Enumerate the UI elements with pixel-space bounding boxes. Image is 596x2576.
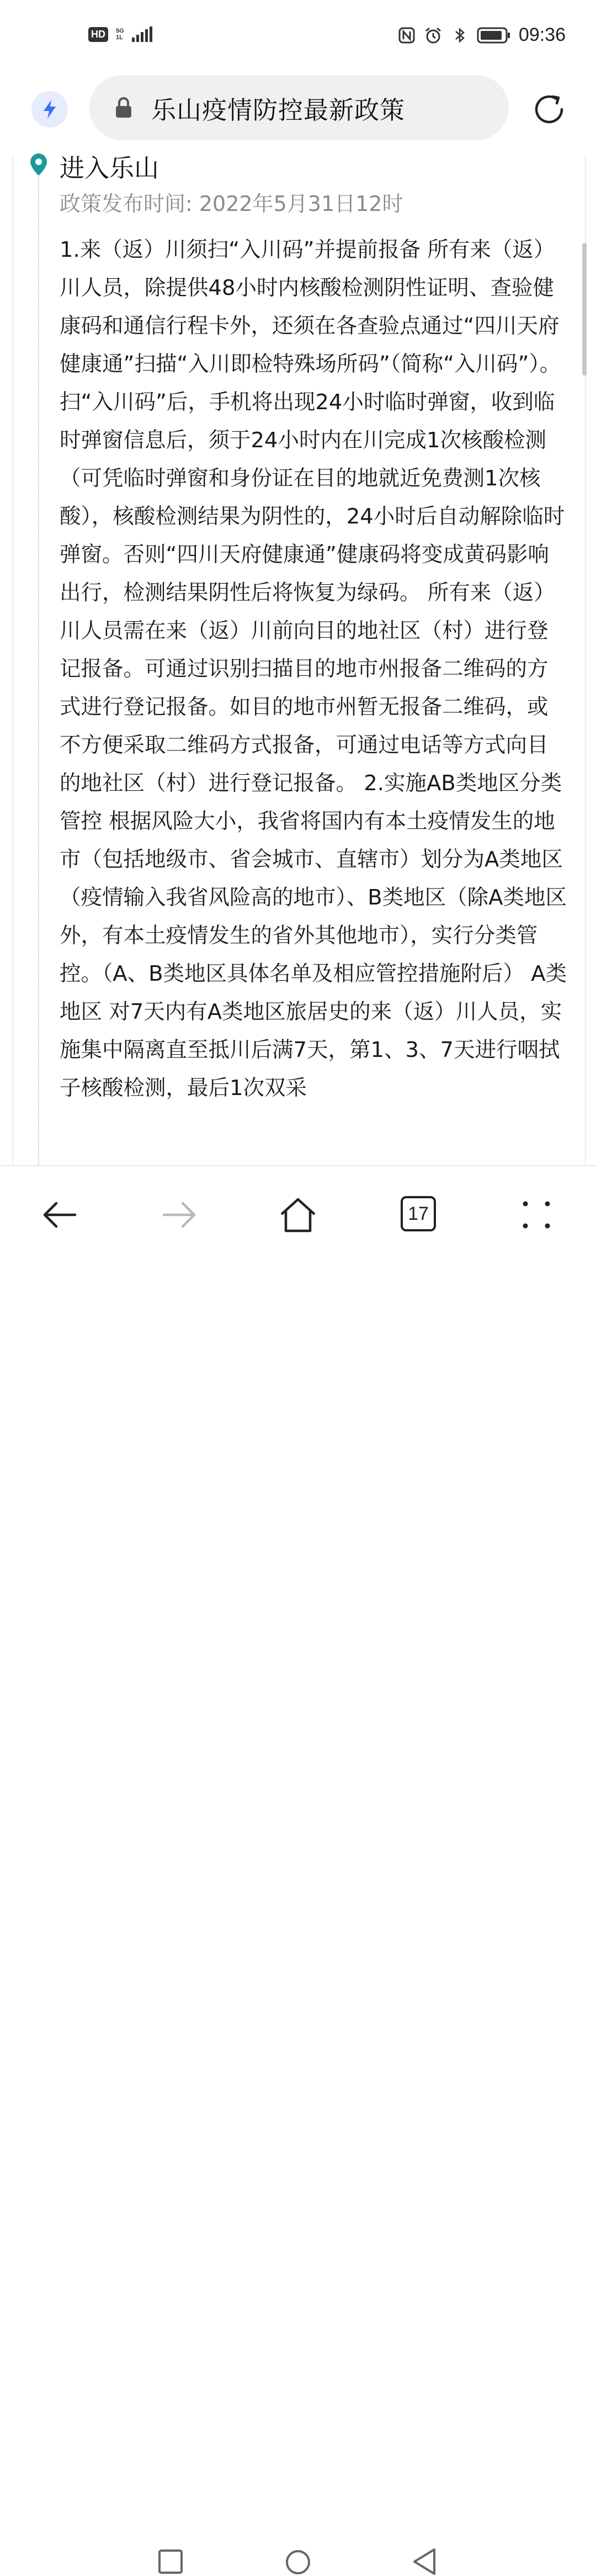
battery-icon [477, 27, 511, 44]
section-title: 进入乐山 [60, 154, 159, 183]
menu-button[interactable] [514, 1193, 558, 1237]
status-bar [0, 0, 596, 72]
lock-icon [114, 97, 134, 119]
scrollbar-thumb[interactable] [582, 243, 587, 375]
network-type-top: 5G [116, 28, 124, 34]
system-navigation-bar [0, 1259, 596, 1325]
back-arrow-icon [42, 1201, 77, 1229]
url-field[interactable] [89, 75, 509, 140]
alarm-icon [424, 26, 443, 45]
network-type-bottom: 1L [116, 34, 123, 41]
flash-button[interactable] [31, 91, 68, 128]
clock: 09:36 [518, 24, 566, 45]
forward-arrow-icon [162, 1201, 197, 1229]
section-publish-time: 政策发布时间: 2022年5月31日12时 [60, 192, 403, 216]
lightning-icon [41, 99, 58, 120]
back-button[interactable] [38, 1193, 82, 1237]
home-icon [279, 1197, 317, 1233]
reload-icon[interactable] [530, 90, 568, 129]
bluetooth-icon [450, 26, 469, 45]
more-dots-icon [521, 1199, 552, 1230]
status-left [88, 27, 152, 42]
forward-button[interactable] [157, 1193, 201, 1237]
timeline-line [38, 177, 39, 1165]
recents-square-icon[interactable] [157, 2548, 184, 2575]
status-right [397, 24, 566, 46]
location-pin-icon [29, 152, 49, 177]
signal-strength-icon [132, 27, 152, 42]
network-type [116, 28, 124, 41]
hd-badge: HD [88, 27, 108, 42]
tabs-button[interactable]: 17 [401, 1196, 436, 1231]
url-text: 乐山疫情防控最新政策 [151, 95, 406, 125]
section-body: 1.来（返）川须扫“入川码”并提前报备 所有来（返）川人员，除提供48小时内核酸检测阴性证明、查验健康码和通信行程卡外，还须在各查验点通过“四川天府健康通”扫描“入川即检特殊场所码”（简称“入川码”）。 扫“入川码”后，手机将出现24小时临时弹窗，收到临时弹窗信息后，须于24小时内在川完成1次核酸检测（可凭临时弹窗和身份证在目的地就近免费测1次核酸），核酸检测结果为阴性的，24小时后自动解除临时弹窗。否则“四川天府健康通”健康码将变成黄码影响出行，检测结果阴性后将恢复为绿码。 所有来（返）川人员需在来（返）川前向目的地社区（村）进行登记报备。可通过识别扫描目的地市州报备二维码的方式进行登记报备。如目的地市州暂无报备二维码，或不方便采取二维码方式报备，可通过电话等方式向目的地社区（村）进行登记报备。 2.实施AB类地区分类管控 根据风险大小，我省将国内有本土疫情发生的地市（包括地级市、省会城市、直辖市）划分为A类地区（疫情输入我省风险高的地市）、B类地区（除A类地区外，有本土疫情发生的省外其他地市），实行分类管控。（A、B类地区具体名单及相应管控措施附后） A类地区 对7天内有A类地区旅居史的来（返）川人员，实施集中隔离直至抵川后满7天，第1、3、7天进行咽拭子核酸检测，最后1次双采 [60, 237, 567, 1101]
home-circle-icon[interactable] [284, 2548, 312, 2576]
back-triangle-icon[interactable] [411, 2547, 438, 2576]
nfc-icon [397, 26, 416, 45]
home-button[interactable] [276, 1193, 320, 1237]
